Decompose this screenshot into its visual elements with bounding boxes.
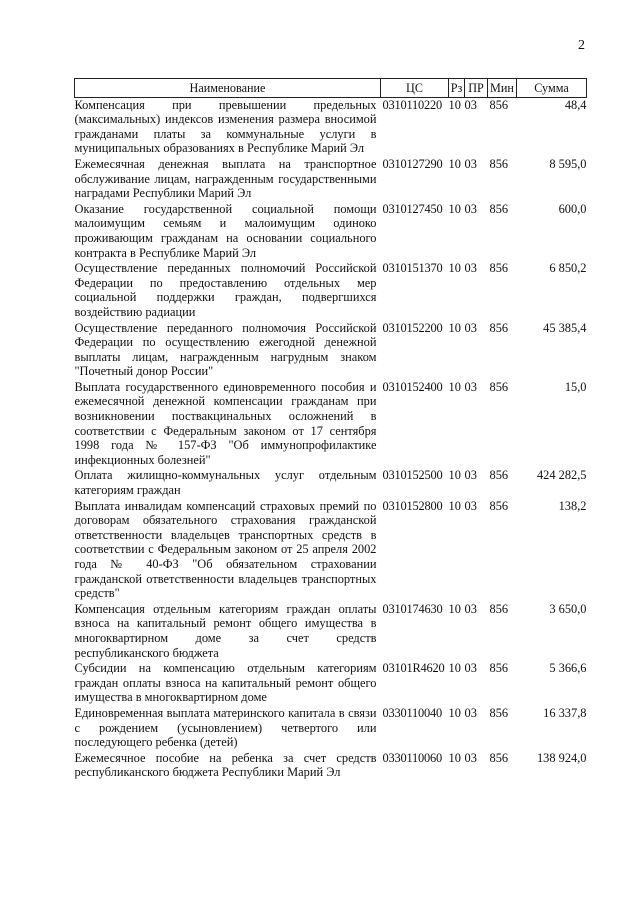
row-sum: 138,2 xyxy=(558,498,587,513)
row-sum: 6 850,2 xyxy=(549,261,587,276)
row-cs: 0310127290 xyxy=(382,156,443,171)
row-rz: 10 xyxy=(448,705,461,720)
row-rz: 10 xyxy=(448,97,461,112)
row-pr: 03 xyxy=(464,498,477,513)
row-name: Выплата государственного единовременного пособия и ежемесячной денежной компенсации гражданам при возникновении поствакцинальных осложнений в соответствии с Федеральным законом от 17 сентября 1998 года № 157-ФЗ "Об иммунопрофилактике инфекционных болезней" xyxy=(74,379,377,467)
row-pr: 03 xyxy=(464,261,477,276)
row-sum: 5 366,6 xyxy=(549,661,587,676)
row-sum: 8 595,0 xyxy=(549,156,587,171)
row-cs: 0310174630 xyxy=(382,601,443,616)
row-min: 856 xyxy=(489,498,509,513)
row-rz: 10 xyxy=(448,498,461,513)
row-name: Осуществление переданного полномочия Российской Федерации по осуществлению ежегодной денежной выплаты лицам, награжденным нагрудным знаком "Почетный донор России" xyxy=(74,320,377,379)
row-sum: 424 282,5 xyxy=(536,468,587,483)
row-cs: 0310151370 xyxy=(382,261,443,276)
row-cs: 0310152800 xyxy=(382,498,443,513)
row-min: 856 xyxy=(489,750,509,765)
row-cs: 0310152500 xyxy=(382,468,443,483)
row-name: Ежемесячное пособие на ребенка за счет средств республиканского бюджета Республики Марий Эл xyxy=(74,750,377,780)
header-min: Мин xyxy=(488,79,517,98)
row-name: Осуществление переданных полномочий Российской Федерации по предоставлению отдельных мер социальной поддержки граждан, подвергшихся воздействию радиации xyxy=(74,261,377,319)
header-cs: ЦС xyxy=(381,79,449,98)
page-number: 2 xyxy=(578,38,585,53)
table-body xyxy=(75,97,587,781)
row-pr: 03 xyxy=(464,705,477,720)
row-min: 856 xyxy=(489,705,509,720)
table-row xyxy=(75,706,587,751)
row-min: 856 xyxy=(489,320,509,335)
row-rz: 10 xyxy=(448,156,461,171)
row-name: Выплата инвалидам компенсаций страховых премий по договорам обязательного страхования гражданской ответственности владельцев транспортных средств в соответствии с Федеральным законом от 25 апреля 2002 года № 40-ФЗ "Об обязательном страховании гражданской ответственности владельцев транспортных средств" xyxy=(74,498,377,601)
table-row xyxy=(75,602,587,661)
row-cs: 0330110060 xyxy=(382,750,442,765)
row-name: Компенсация при превышении предельных (максимальных) индексов изменения размера вносимой гражданами платы за коммунальные услуги в муниципальных образованиях в Республике Марий Эл xyxy=(74,97,377,156)
row-rz: 10 xyxy=(448,201,461,216)
table-row xyxy=(75,157,587,202)
row-min: 856 xyxy=(489,261,509,276)
row-name: Компенсация отдельным категориям граждан оплаты взноса на капитальный ремонт общего имущества в многоквартирном доме за счет средств республиканского бюджета xyxy=(74,601,377,660)
row-min: 856 xyxy=(489,601,509,616)
row-sum: 3 650,0 xyxy=(549,601,587,616)
row-sum: 138 924,0 xyxy=(536,750,587,765)
row-rz: 10 xyxy=(448,750,461,765)
table-row xyxy=(75,468,587,498)
header-rz: Рз xyxy=(449,79,465,98)
row-pr: 03 xyxy=(464,379,477,394)
table-row xyxy=(75,751,587,781)
row-pr: 03 xyxy=(464,201,477,216)
row-rz: 10 xyxy=(448,601,461,616)
table-row xyxy=(75,321,587,380)
row-name: Оказание государственной социальной помощи малоимущим семьям и малоимущим одиноко проживающим гражданам на основании социального контракта в Республике Марий Эл xyxy=(74,201,377,260)
row-min: 856 xyxy=(489,97,509,112)
row-pr: 03 xyxy=(464,320,477,335)
row-cs: 0310127450 xyxy=(382,201,443,216)
row-min: 856 xyxy=(489,201,509,216)
row-pr: 03 xyxy=(464,468,477,483)
table-row xyxy=(75,97,587,157)
row-min: 856 xyxy=(489,379,509,394)
row-sum: 16 337,8 xyxy=(543,705,587,720)
table-row xyxy=(75,661,587,706)
row-rz: 10 xyxy=(448,379,461,394)
row-cs: 0310110220 xyxy=(382,97,442,112)
row-rz: 10 xyxy=(448,261,461,276)
row-rz: 10 xyxy=(448,661,461,676)
table-row xyxy=(75,202,587,261)
row-name: Ежемесячная денежная выплата на транспортное обслуживание лицам, награжденным государственными наградами Республики Марий Эл xyxy=(74,156,377,201)
row-cs: 03101R4620 xyxy=(382,661,445,676)
row-sum: 48,4 xyxy=(564,97,587,112)
row-min: 856 xyxy=(489,156,509,171)
table-row xyxy=(75,261,587,320)
row-name: Оплата жилищно-коммунальных услуг отдельным категориям граждан xyxy=(74,468,377,498)
row-pr: 03 xyxy=(464,97,477,112)
budget-table xyxy=(74,78,587,781)
row-sum: 15,0 xyxy=(564,379,587,394)
row-name: Субсидии на компенсацию отдельным категориям граждан оплаты взноса на капитальный ремонт общего имущества в многоквартирном доме xyxy=(74,661,377,705)
row-cs: 0310152400 xyxy=(382,379,443,394)
row-pr: 03 xyxy=(464,156,477,171)
row-min: 856 xyxy=(489,661,509,676)
row-cs: 0310152200 xyxy=(382,320,443,335)
row-rz: 10 xyxy=(448,468,461,483)
header-sum: Сумма xyxy=(517,79,587,98)
row-sum: 600,0 xyxy=(558,201,587,216)
row-name: Единовременная выплата материнского капитала в связи с рождением (усыновлением) четвертого или последующего ребенка (детей) xyxy=(74,705,377,750)
row-rz: 10 xyxy=(448,320,461,335)
table-row xyxy=(75,380,587,469)
row-pr: 03 xyxy=(464,750,477,765)
row-sum: 45 385,4 xyxy=(543,320,587,335)
row-min: 856 xyxy=(489,468,509,483)
header-name: Наименование xyxy=(75,79,381,98)
table-row xyxy=(75,499,587,602)
row-cs: 0330110040 xyxy=(382,705,442,720)
header-pr: ПР xyxy=(465,79,488,98)
row-pr: 03 xyxy=(464,601,477,616)
row-pr: 03 xyxy=(464,661,477,676)
table-header xyxy=(75,79,587,98)
